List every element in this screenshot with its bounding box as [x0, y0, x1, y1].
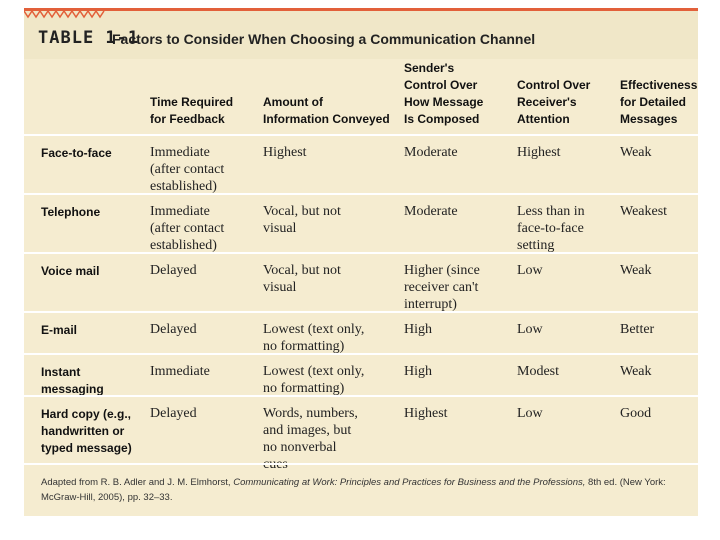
table-title: Factors to Consider When Choosing a Communication Channel: [112, 31, 536, 47]
cell-receiver-attention: Low: [517, 263, 543, 278]
cell-time-feedback: Delayed: [150, 322, 197, 337]
cell-receiver-attention: Low: [517, 406, 543, 421]
cell-sender-control: Moderate: [404, 204, 458, 219]
cell-amount-info: Vocal, but not visual: [263, 204, 341, 236]
cell-sender-control: Highest: [404, 406, 448, 421]
cell-effectiveness: Weak: [620, 263, 652, 278]
cell-receiver-attention: Modest: [517, 364, 559, 379]
cell-time-feedback: Immediate: [150, 364, 210, 379]
cell-receiver-attention: Low: [517, 322, 543, 337]
cell-effectiveness: Weak: [620, 145, 652, 160]
row-label-channel: E-mail: [41, 323, 78, 337]
table-source-footnote: [24, 463, 698, 518]
table-row: [24, 311, 698, 353]
citation-book-title: Communicating at Work: Principles and Practices for Business and the Professions,: [233, 477, 586, 488]
citation-suffix: 8th ed. (New York: McGraw-Hill, 2005), pp. 32–33.: [41, 477, 666, 503]
table-panel: [24, 8, 698, 516]
row-label-channel: Face-to-face: [41, 146, 112, 160]
cell-effectiveness: Good: [620, 406, 652, 421]
table-row: [24, 193, 698, 252]
column-header-effectiveness: Effectiveness for Detailed Messages: [620, 78, 698, 126]
cell-amount-info: Words, numbers, and images, but no nonverbal cues: [263, 406, 358, 472]
row-label-channel: Hard copy (e.g., handwritten or typed message): [41, 407, 132, 455]
cell-sender-control: High: [404, 322, 432, 337]
cell-time-feedback: Delayed: [150, 406, 197, 421]
column-header-receiver-attention: Control Over Receiver's Attention: [517, 78, 591, 126]
cell-receiver-attention: Highest: [517, 145, 561, 160]
table-row: [24, 134, 698, 193]
row-label-channel: Voice mail: [41, 264, 100, 278]
decorative-zigzag-border: [24, 11, 698, 19]
column-header-amount-info: Amount of Information Conveyed: [263, 95, 390, 126]
column-header-time-feedback: Time Required for Feedback: [150, 95, 234, 126]
cell-receiver-attention: Less than in face-to-face setting: [517, 204, 585, 253]
cell-sender-control: High: [404, 364, 432, 379]
cell-effectiveness: Weakest: [620, 204, 668, 219]
cell-sender-control: Higher (since receiver can't interrupt): [404, 263, 480, 312]
table-number-label: TABLE 1-1: [38, 28, 140, 48]
cell-effectiveness: Better: [620, 322, 655, 337]
source-citation: [41, 475, 681, 505]
table-header-row: [24, 56, 698, 134]
table-row: [24, 252, 698, 311]
citation-prefix: Adapted from R. B. Adler and J. M. Elmhorst,: [41, 477, 234, 488]
cell-amount-info: Vocal, but not visual: [263, 263, 341, 295]
column-header-sender-control: Sender's Control Over How Message Is Composed: [404, 61, 484, 126]
cell-effectiveness: Weak: [620, 364, 652, 379]
row-label-channel: Instant messaging: [41, 365, 104, 396]
cell-amount-info: Lowest (text only, no formatting): [263, 364, 365, 396]
cell-time-feedback: Immediate (after contact established): [150, 145, 225, 194]
table-title-bar: [24, 8, 698, 59]
cell-time-feedback: Delayed: [150, 263, 197, 278]
row-label-channel: Telephone: [41, 205, 101, 219]
comparison-table: [24, 56, 698, 470]
cell-sender-control: Moderate: [404, 145, 458, 160]
cell-amount-info: Lowest (text only, no formatting): [263, 322, 365, 354]
cell-amount-info: Highest: [263, 145, 307, 160]
cell-time-feedback: Immediate (after contact established): [150, 204, 225, 253]
table-row: [24, 353, 698, 395]
table-row: [24, 395, 698, 470]
